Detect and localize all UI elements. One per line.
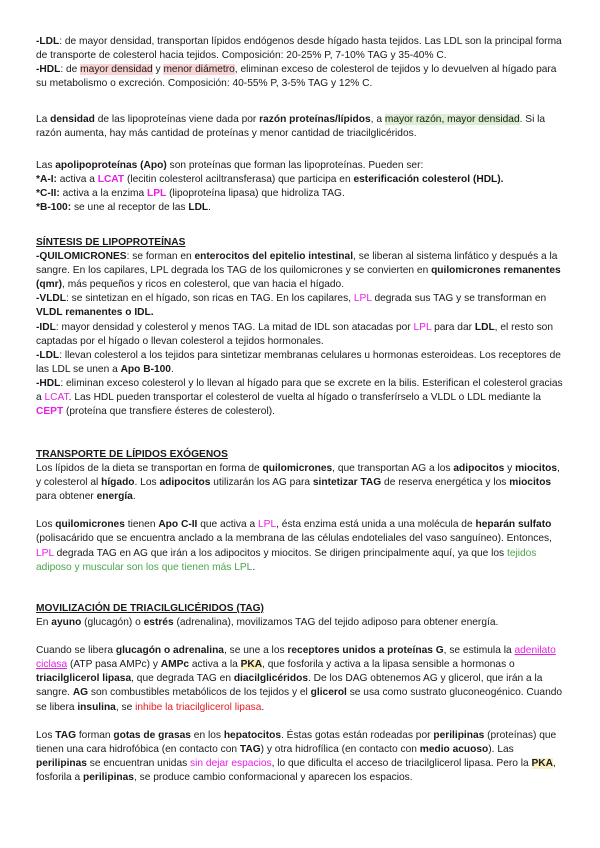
exo1-adipocitos: adipocitos [453, 463, 505, 475]
apo-b100-text-1: se une al receptor de las [71, 202, 189, 214]
ldl-term-idl: LDL [474, 321, 495, 333]
movilizacion-heading: MOVILIZACIÓN DE TRIACILGLICÉRIDOS (TAG) [36, 603, 264, 614]
hdl-synthesis-text-2: . Las HDL pueden transportar el colesterol de vuelta al hígado o transferírselo a VLDL o LDL mediante la [68, 392, 541, 404]
mov3-pka: PKA [531, 757, 554, 769]
hdl-synthesis-text-1: : eliminan exceso colesterol y lo llevan al hígado para que se excrete en la bilis. Esterifican el colesterol gracias a [36, 377, 563, 404]
mov2-text-4: (ATP pasa AMPc) y [67, 659, 161, 671]
mov3-gotas-grasas: gotas de grasas [113, 729, 191, 741]
movilizacion-paragraph-2 [36, 644, 564, 714]
highlight-mayor-razon: mayor razón, mayor densidad [384, 114, 520, 125]
mov3-tag-2: TAG [239, 743, 261, 755]
mov2-text-2: , se une a los [223, 645, 288, 657]
mov1-text-1: En [36, 617, 52, 629]
mov3-text-11: , se produce cambio conformacional y aparecen los espacios. [133, 771, 413, 783]
apo-c2-item [36, 187, 564, 201]
mov2-text-11: , se [115, 701, 136, 713]
exogenos-paragraph-1 [36, 462, 564, 504]
mov2-text-7: , que degrada TAG en [131, 673, 234, 685]
apo-intro-text-1: Las [36, 160, 56, 171]
apo-b100-text-2: . [208, 202, 211, 214]
mov2-diacilgliceridos: diacilglicéridos [233, 673, 308, 685]
ldl-term-b100: LDL [188, 202, 209, 214]
hdl-text-2: y [152, 64, 164, 76]
sintesis-section [36, 236, 564, 419]
mov2-text-1: Cuando se libera [36, 645, 116, 657]
mov1-text-2: (glucagón) o [81, 617, 144, 629]
intro-section [36, 35, 564, 91]
exo2-lpl: LPL [257, 519, 277, 531]
exo2-heparan-sulfato: heparán sulfato [475, 519, 552, 531]
apo-b100-term: Apo B-100 [120, 363, 171, 375]
ldl-paragraph [36, 35, 564, 63]
densidad-term: densidad [50, 114, 95, 125]
exo2-text-2: tienen [124, 519, 159, 531]
densidad-text-4: . Si la razón aumenta, hay más cantidad de proteínas y menor cantidad de triacilglicéridos. [36, 114, 546, 140]
mov2-pka: PKA [240, 659, 263, 671]
ldl-term: -LDL [36, 36, 60, 47]
idl-paragraph [36, 321, 564, 349]
lcat-term: LCAT [97, 174, 125, 186]
exo1-higado: hígado [101, 477, 135, 489]
mov2-glicerol: glicerol [310, 687, 347, 699]
exo1-miocitos-2: miocitos [509, 477, 552, 489]
apo-a1-text-2: (lecitin colesterol aciltransferasa) que participa en [124, 174, 354, 186]
mov2-adenilato-ciclasa: adenilato ciclasa [36, 645, 556, 671]
highlight-menor-diametro: menor diámetro [163, 64, 235, 76]
highlight-mayor-densidad: mayor densidad [80, 64, 153, 76]
mov3-tag: TAG [55, 729, 77, 741]
idl-term: -IDL [36, 321, 56, 333]
exo2-green-note: tejidos adiposo y muscular son los que tienen más LPL [36, 547, 537, 573]
mov3-perilipinas-3: perilipinas [83, 771, 134, 783]
apo-c2-text-1: activa a la enzima [59, 188, 147, 200]
mov3-text-9: , lo que dificulta el acceso de triacilglicerol lipasa. Pero la [271, 757, 532, 769]
mov2-text-10: se usa como sustrato gluconeogénico. Cuando se libera [36, 687, 563, 713]
quilo-text-3: , más pequeños y ricos en colesterol, que van hacia el hígado. [62, 279, 345, 291]
apo-c2-text-2: (lipoproteína lipasa) que hidroliza TAG. [166, 188, 345, 200]
hdl-paragraph [36, 63, 564, 91]
exo1-text-2: , que transportan AG a los [332, 463, 454, 475]
vldl-text-1: : se sintetizan en el hígado, son ricas en TAG. En los capilares, [66, 293, 354, 305]
lcat-term-hdl: LCAT [44, 392, 69, 404]
exogenos-heading: TRANSPORTE DE LÍPIDOS EXÓGENOS [36, 449, 228, 460]
exo1-text-7: de reserva energética y los [381, 477, 510, 489]
ldl-synthesis-text-1: : llevan colesterol a los tejidos para sintetizar membranas celulares u hormonas esteroideas. Los receptores de las LDL se unen a [36, 349, 561, 375]
mov3-text-10: , fosforila a [36, 757, 556, 783]
idl-text-3: , el resto son captadas por el hígado o llevan colesterol a tejidos hormonales. [36, 321, 553, 347]
apo-b100-item [36, 201, 564, 215]
densidad-text-1: La [36, 114, 51, 125]
apo-a1-label: *A-I: [36, 174, 57, 186]
mov2-text-12: . [261, 701, 265, 713]
quilo-text-1: : se forman en [126, 251, 195, 263]
mov2-inhibe-lipasa: inhibe la triacilglicerol lipasa [135, 701, 262, 713]
exo1-adipocitos-2: adipocitos [159, 477, 211, 489]
sintesis-heading: SÍNTESIS DE LIPOPROTEÍNAS [36, 237, 186, 248]
apo-intro-text-2: son proteínas que forman las lipoproteínas. Pueden ser: [166, 160, 424, 171]
hdl-text-1: : de [60, 64, 81, 76]
vldl-term: -VLDL [36, 293, 66, 305]
exo1-miocitos: miocitos [515, 463, 557, 475]
mov3-sin-espacios: sin dejar espacios [190, 757, 272, 769]
hdl-synthesis-term: -HDL [36, 377, 61, 389]
exo1-sintetizar-tag: sintetizar TAG [312, 477, 382, 489]
exogenos-paragraph-2 [36, 518, 564, 574]
mov1-estres: estrés [143, 617, 174, 629]
mov3-text-7: ). Las [488, 743, 514, 755]
mov3-text-8: se encuentran unidas [86, 757, 191, 769]
exo2-lpl-2: LPL [36, 547, 54, 559]
mov3-perilipinas: perilipinas [433, 729, 485, 741]
exo1-quilomicrones: quilomicrones [262, 463, 333, 475]
vldl-remanentes-term: VLDL remanentes o IDL. [36, 307, 154, 319]
mov3-medio-acuoso: medio acuoso [419, 743, 489, 755]
exo1-text-9: . [132, 491, 136, 503]
mov2-text-6: , que fosforila y activa a la lipasa sensible a hormonas o [262, 659, 515, 671]
mov2-receptores: receptores unidos a proteínas G [287, 645, 444, 657]
movilizacion-paragraph-1 [36, 616, 564, 630]
lpl-term: LPL [146, 188, 167, 200]
exo1-energia: energía [96, 491, 133, 503]
exo2-quilomicrones: quilomicrones [55, 519, 125, 531]
enterocitos-term: enterocitos del epitelio intestinal [194, 251, 354, 263]
exo2-text-5: (polisacárido que se encuentra anclado a la membrana de las células endoteliales del vaso sanguíneo). Entonces, [36, 533, 552, 545]
mov2-text-5: activa a la [189, 659, 241, 671]
vldl-text-2: degrada sus TAG y se transforman en [371, 293, 547, 305]
exo2-text-1: Los [36, 519, 56, 531]
apo-a1-item [36, 173, 564, 187]
movilizacion-section [36, 602, 564, 785]
densidad-paragraph [36, 113, 564, 141]
lpl-term-vldl: LPL [353, 293, 372, 305]
mov2-tag-lipasa: triacilglicerol lipasa [36, 673, 132, 685]
mov2-text-9: son combustibles metabólicos de los tejidos y el [88, 687, 311, 699]
mov3-text-4: . Éstas gotas están rodeadas por [281, 729, 434, 741]
apo-intro [36, 159, 564, 173]
exo2-text-4: , ésta enzima está unida a una molécula de [276, 519, 476, 531]
quilomicrones-paragraph [36, 250, 564, 292]
mov2-insulina: insulina [77, 701, 116, 713]
qmr-term: quilomicrones remanentes (qmr) [36, 265, 561, 291]
esterificacion-term: esterificación colesterol (HDL). [353, 174, 504, 186]
apolipoproteinas-section [36, 159, 564, 215]
mov1-text-3: (adrenalina), movilizamos TAG del tejido adiposo para obtener energía. [173, 617, 499, 629]
exo2-text-7: . [252, 561, 256, 573]
mov2-text-8: . De los DAG obtenemos AG y glicerol, que irán a la sangre. [36, 673, 543, 699]
ldl-synthesis-paragraph [36, 349, 564, 377]
quilo-text-2: , se liberan al sistema linfático y después a la sangre. En los capilares, LPL degrada los TAG de los quilomicrones y se convierten en [36, 251, 558, 277]
idl-text-1: : mayor densidad y colesterol y menos TAG. La mitad de IDL son atacadas por [55, 321, 414, 333]
hdl-term: -HDL [36, 64, 61, 76]
cept-term: CEPT [36, 406, 64, 418]
exo1-text-4: , y colesterol al [36, 463, 560, 489]
densidad-text-2: de las lipoproteínas viene dada por [94, 114, 260, 125]
exo1-text-8: para obtener [36, 491, 97, 503]
apo-a1-text-1: activa a [56, 174, 98, 186]
ldl-text: : de mayor densidad, transportan lípidos endógenos desde hígado hasta tejidos. Las LDL son la principal forma de transporte de colesterol hacia tejidos. Composición: 20-25% P, 7-10% TAG y 35-40% C. [36, 36, 562, 62]
movilizacion-paragraph-3 [36, 729, 564, 785]
exo2-text-6: degrada TAG en AG que irán a los adipocitos y miocitos. Se dirigen principalmente aquí, ya que los [53, 547, 507, 559]
mov3-hepatocitos: hepatocitos [223, 729, 281, 741]
exo1-text-6: utilizarán los AG para [210, 477, 313, 489]
mov2-glucagon: glucagón o adrenalina [115, 645, 224, 657]
mov3-text-2: forman [76, 729, 114, 741]
hdl-synthesis-paragraph [36, 377, 564, 419]
mov3-text-3: en los [190, 729, 224, 741]
vldl-paragraph [36, 292, 564, 320]
exogenos-section [36, 448, 564, 575]
mov2-ampc: AMPc [160, 659, 190, 671]
lpl-term-idl: LPL [413, 321, 432, 333]
razon-term: razón proteínas/lípidos [259, 114, 371, 125]
idl-text-2: para dar [431, 321, 475, 333]
mov3-text-1: Los [36, 729, 56, 741]
hdl-text-3: , eliminan exceso de colesterol de tejidos y lo devuelven al hígado para su metabolismo o excreción. Composición: 40-55% P, 3-5% TAG y 12% C. [36, 64, 557, 90]
mov2-text-3: , se estimula la [443, 645, 515, 657]
mov3-text-6: ) y otra hidrofílica (en contacto con [260, 743, 420, 755]
exo2-text-3: que activa a [197, 519, 258, 531]
mov1-ayuno: ayuno [51, 617, 82, 629]
ldl-synthesis-text-2: . [170, 363, 174, 375]
mov3-text-5: (proteínas) que tienen una cara hidrofóbica (en contacto con [36, 729, 557, 755]
exo1-text-5: . Los [134, 477, 160, 489]
mov2-ag: AG [72, 687, 89, 699]
apo-b100-label: *B-100: [36, 202, 72, 214]
quilomicrones-term: -QUILOMICRONES [36, 251, 127, 263]
densidad-text-3: , a [370, 114, 385, 125]
hdl-synthesis-text-3: (proteína que transfiere ésteres de colesterol). [63, 406, 275, 418]
apo-term: apolipoproteínas (Apo) [55, 160, 167, 171]
mov3-perilipinas-2: perilipinas [36, 757, 87, 769]
exo1-text-1: Los lípidos de la dieta se transportan en forma de [36, 463, 263, 475]
exo1-text-3: y [504, 463, 516, 475]
exo2-apo-c2: Apo C-II [158, 519, 198, 531]
apo-c2-label: *C-II: [36, 188, 60, 200]
ldl-synthesis-term: -LDL [36, 349, 60, 361]
